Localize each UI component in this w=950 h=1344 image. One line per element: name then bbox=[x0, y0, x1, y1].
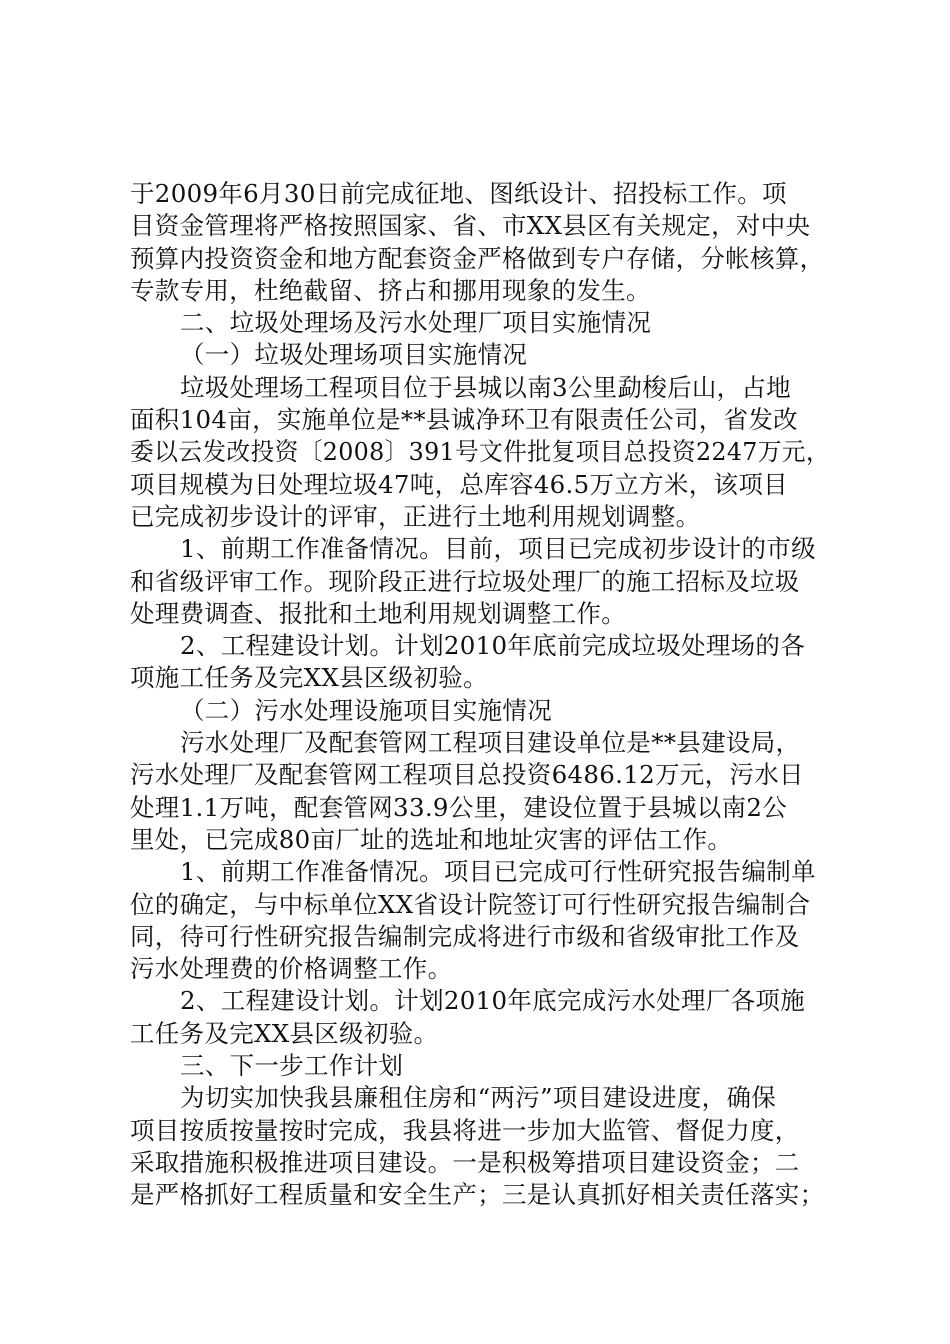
text-line: 1、前期工作准备情况。项目已完成可行性研究报告编制单 bbox=[180, 857, 816, 887]
text-line: 2、工程建设计划。计划2010年底前完成垃圾处理场的各 bbox=[180, 631, 806, 661]
text-line: 项目按质按量按时完成，我县将进一步加大监管、督促力度， bbox=[130, 1115, 800, 1145]
text-line: 污水处理费的价格调整工作。 bbox=[130, 954, 453, 984]
text-line: 是严格抓好工程质量和安全生产；三是认真抓好相关责任落实； bbox=[130, 1180, 825, 1210]
text-line: 垃圾处理场工程项目位于县城以南3公里勐梭后山，占地 bbox=[180, 372, 792, 402]
text-line: 处理1.1万吨，配套管网33.9公里，建设位置于县城以南2公 bbox=[130, 792, 788, 822]
text-line: 工任务及完XX县区级初验。 bbox=[130, 1018, 439, 1048]
text-line: 于2009年6月30日前完成征地、图纸设计、招投标工作。项 bbox=[130, 179, 787, 208]
text-line: 1、前期工作准备情况。目前，项目已完成初步设计的市级 bbox=[180, 534, 816, 564]
text-line: 为切实加快我县廉租住房和“两污”项目建设进度，确保 bbox=[180, 1083, 777, 1113]
text-line: 目资金管理将严格按照国家、省、市XX县区有关规定，对中央 bbox=[130, 211, 811, 241]
text-line: 二、垃圾处理场及污水处理厂项目实施情况 bbox=[180, 308, 652, 338]
text-line: 污水处理厂及配套管网工程项目总投资6486.12万元，污水日 bbox=[130, 760, 804, 790]
text-line bbox=[130, 436, 830, 468]
text-line: 采取措施积极推进项目建设。一是积极筹措项目建设资金；二 bbox=[130, 1147, 800, 1177]
text-line: 项施工任务及完XX县区级初验。 bbox=[130, 663, 488, 693]
text-line: （一）垃圾处理场项目实施情况 bbox=[180, 340, 528, 370]
text-line: 项目规模为日处理垃圾47吨，总库容46.5万立方米，该项目 bbox=[130, 469, 788, 499]
text-line: 和省级评审工作。现阶段正进行垃圾处理厂的施工招标及垃圾 bbox=[130, 566, 800, 596]
text-line: 三、下一步工作计划 bbox=[180, 1051, 404, 1081]
text-line: 处理费调查、报批和土地利用规划调整工作。 bbox=[130, 598, 626, 628]
document-body bbox=[130, 178, 830, 1212]
text-line: 2、工程建设计划。计划2010年底完成污水处理厂各项施 bbox=[180, 986, 806, 1016]
text-line: 已完成初步设计的评审，正进行土地利用规划调整。 bbox=[130, 501, 701, 531]
text-line: （二）污水处理设施项目实施情况 bbox=[180, 695, 552, 725]
text-line: 面积104亩，实施单位是**县诚净环卫有限责任公司，省发改 bbox=[130, 405, 798, 435]
text-line: 预算内投资资金和地方配套资金严格做到专户存储，分帐核算， bbox=[130, 243, 825, 273]
text-line: 专款专用，杜绝截留、挤占和挪用现象的发生。 bbox=[130, 275, 651, 305]
text-line: 位的确定，与中标单位XX省设计院签订可行性研究报告编制合 bbox=[130, 889, 811, 919]
text-line-content: 委以云发改投资〔2008〕391号文件批复项目总投资2247万元， bbox=[130, 437, 830, 467]
text-line: 污水处理厂及配套管网工程项目建设单位是**县建设局， bbox=[180, 728, 801, 758]
text-line: 同，待可行性研究报告编制完成将进行市级和省级审批工作及 bbox=[130, 921, 800, 951]
text-line: 里处，已完成80亩厂址的选址和地址灾害的评估工作。 bbox=[130, 824, 733, 854]
